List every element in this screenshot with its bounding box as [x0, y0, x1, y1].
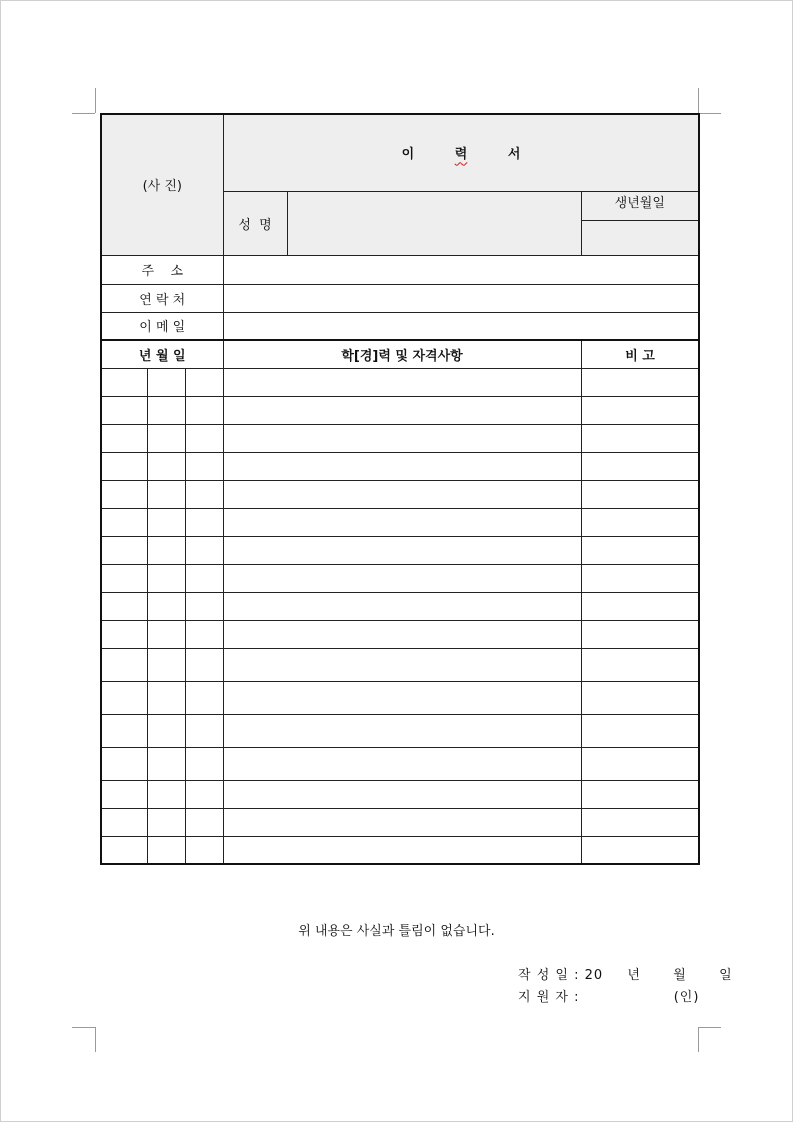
day-cell[interactable]	[185, 368, 223, 396]
month-cell[interactable]	[147, 681, 185, 714]
year-cell[interactable]	[101, 620, 147, 648]
history-cell[interactable]	[223, 808, 581, 836]
year-cell[interactable]	[101, 396, 147, 424]
note-cell[interactable]	[581, 808, 699, 836]
applicant-seal: (인)	[673, 990, 700, 1005]
history-cell[interactable]	[223, 836, 581, 864]
history-cell[interactable]	[223, 452, 581, 480]
birth-cell	[581, 191, 699, 255]
history-cell[interactable]	[223, 396, 581, 424]
history-cell[interactable]	[223, 780, 581, 808]
month-cell[interactable]	[147, 592, 185, 620]
year-cell[interactable]	[101, 780, 147, 808]
written-date-year-prefix[interactable]: 20	[584, 968, 604, 983]
applicant-line	[518, 986, 699, 1005]
year-cell[interactable]	[101, 681, 147, 714]
history-row	[101, 424, 699, 452]
note-cell[interactable]	[581, 424, 699, 452]
day-cell[interactable]	[185, 592, 223, 620]
history-cell[interactable]	[223, 424, 581, 452]
year-cell[interactable]	[101, 592, 147, 620]
history-header	[223, 340, 581, 368]
crop-mark-top-left-h	[72, 113, 95, 114]
history-cell[interactable]	[223, 480, 581, 508]
contact-field[interactable]	[223, 284, 699, 312]
crop-mark-bottom-left-v	[95, 1027, 96, 1052]
year-cell[interactable]	[101, 480, 147, 508]
history-row	[101, 836, 699, 864]
day-cell[interactable]	[185, 747, 223, 780]
crop-mark-top-right-h	[698, 113, 721, 114]
birth-field[interactable]	[582, 221, 699, 255]
note-cell[interactable]	[581, 452, 699, 480]
day-cell[interactable]	[185, 480, 223, 508]
history-row	[101, 808, 699, 836]
note-cell[interactable]	[581, 747, 699, 780]
day-cell[interactable]	[185, 396, 223, 424]
year-cell[interactable]	[101, 836, 147, 864]
day-cell[interactable]	[185, 714, 223, 747]
day-cell[interactable]	[185, 508, 223, 536]
year-cell[interactable]	[101, 808, 147, 836]
name-field[interactable]	[287, 191, 581, 255]
month-cell[interactable]	[147, 564, 185, 592]
history-row	[101, 747, 699, 780]
note-header-label: 비 고	[625, 348, 655, 364]
day-cell[interactable]	[185, 424, 223, 452]
note-cell[interactable]	[581, 836, 699, 864]
month-cell[interactable]	[147, 536, 185, 564]
history-row	[101, 620, 699, 648]
date-header-label: 년 월 일	[138, 348, 186, 364]
year-cell[interactable]	[101, 424, 147, 452]
title-char-3: 서	[507, 147, 521, 163]
note-cell[interactable]	[581, 592, 699, 620]
history-header-label: 학[경]력 및 자격사항	[341, 348, 463, 364]
title-char-1: 이	[401, 147, 415, 163]
crop-mark-bottom-right-h	[698, 1027, 721, 1028]
month-cell[interactable]	[147, 780, 185, 808]
birth-label: 생년월일	[582, 192, 699, 221]
photo-box[interactable]	[101, 114, 223, 255]
day-cell[interactable]	[185, 620, 223, 648]
applicant-label: 지 원 자 :	[518, 990, 580, 1005]
photo-label: (사 진)	[142, 179, 182, 195]
note-cell[interactable]	[581, 681, 699, 714]
note-cell[interactable]	[581, 396, 699, 424]
history-row	[101, 564, 699, 592]
history-row	[101, 714, 699, 747]
year-cell[interactable]	[101, 508, 147, 536]
crop-mark-top-right-v	[698, 88, 699, 113]
address-label: 주 소	[141, 264, 184, 279]
year-cell[interactable]	[101, 452, 147, 480]
note-cell[interactable]	[581, 368, 699, 396]
history-cell[interactable]	[223, 620, 581, 648]
note-cell[interactable]	[581, 508, 699, 536]
month-cell[interactable]	[147, 368, 185, 396]
month-cell[interactable]	[147, 808, 185, 836]
day-cell[interactable]	[185, 836, 223, 864]
history-cell[interactable]	[223, 714, 581, 747]
history-row	[101, 396, 699, 424]
history-row	[101, 508, 699, 536]
statement: 위 내용은 사실과 틀림이 없습니다.	[298, 924, 495, 939]
note-cell[interactable]	[581, 564, 699, 592]
note-header	[581, 340, 699, 368]
written-date-label: 작 성 일 :	[518, 968, 580, 983]
crop-mark-top-left-v	[95, 88, 96, 113]
history-row	[101, 480, 699, 508]
month-cell[interactable]	[147, 396, 185, 424]
written-date-month: 월	[673, 968, 687, 983]
month-cell[interactable]	[147, 452, 185, 480]
address-field[interactable]	[223, 255, 699, 284]
year-cell[interactable]	[101, 714, 147, 747]
history-row	[101, 368, 699, 396]
month-cell[interactable]	[147, 648, 185, 681]
name-label-cell	[223, 191, 287, 255]
note-cell[interactable]	[581, 480, 699, 508]
resume-form	[100, 113, 700, 865]
name-label: 성 명	[238, 217, 272, 233]
note-cell[interactable]	[581, 536, 699, 564]
day-cell[interactable]	[185, 681, 223, 714]
history-cell[interactable]	[223, 368, 581, 396]
email-label: 이 메 일	[139, 320, 186, 336]
month-cell[interactable]	[147, 747, 185, 780]
month-cell[interactable]	[147, 620, 185, 648]
month-cell[interactable]	[147, 424, 185, 452]
year-cell[interactable]	[101, 564, 147, 592]
month-cell[interactable]	[147, 836, 185, 864]
day-cell[interactable]	[185, 648, 223, 681]
history-cell[interactable]	[223, 592, 581, 620]
email-label-cell	[101, 312, 223, 340]
year-cell[interactable]	[101, 747, 147, 780]
history-row	[101, 780, 699, 808]
email-field[interactable]	[223, 312, 699, 340]
history-cell[interactable]	[223, 681, 581, 714]
history-cell[interactable]	[223, 536, 581, 564]
note-cell[interactable]	[581, 714, 699, 747]
day-cell[interactable]	[185, 564, 223, 592]
history-cell[interactable]	[223, 508, 581, 536]
note-cell[interactable]	[581, 780, 699, 808]
note-cell[interactable]	[581, 620, 699, 648]
day-cell[interactable]	[185, 780, 223, 808]
crop-mark-bottom-left-h	[72, 1027, 95, 1028]
document-title	[223, 114, 699, 191]
crop-mark-bottom-right-v	[698, 1027, 699, 1052]
history-row	[101, 452, 699, 480]
year-cell[interactable]	[101, 368, 147, 396]
note-cell[interactable]	[581, 648, 699, 681]
month-cell[interactable]	[147, 714, 185, 747]
written-date-year: 년	[627, 968, 641, 983]
month-cell[interactable]	[147, 480, 185, 508]
written-date-day: 일	[719, 968, 733, 983]
history-row	[101, 592, 699, 620]
year-cell[interactable]	[101, 536, 147, 564]
history-row	[101, 648, 699, 681]
month-cell[interactable]	[147, 508, 185, 536]
date-header	[101, 340, 223, 368]
contact-label: 연 락 처	[139, 292, 186, 308]
history-cell[interactable]	[223, 747, 581, 780]
day-cell[interactable]	[185, 808, 223, 836]
address-label-cell	[101, 255, 223, 284]
year-cell[interactable]	[101, 648, 147, 681]
written-date-line	[518, 964, 733, 983]
history-row	[101, 681, 699, 714]
day-cell[interactable]	[185, 536, 223, 564]
history-row	[101, 536, 699, 564]
history-cell[interactable]	[223, 564, 581, 592]
title-char-2: 력	[454, 147, 468, 163]
contact-label-cell	[101, 284, 223, 312]
history-cell[interactable]	[223, 648, 581, 681]
day-cell[interactable]	[185, 452, 223, 480]
